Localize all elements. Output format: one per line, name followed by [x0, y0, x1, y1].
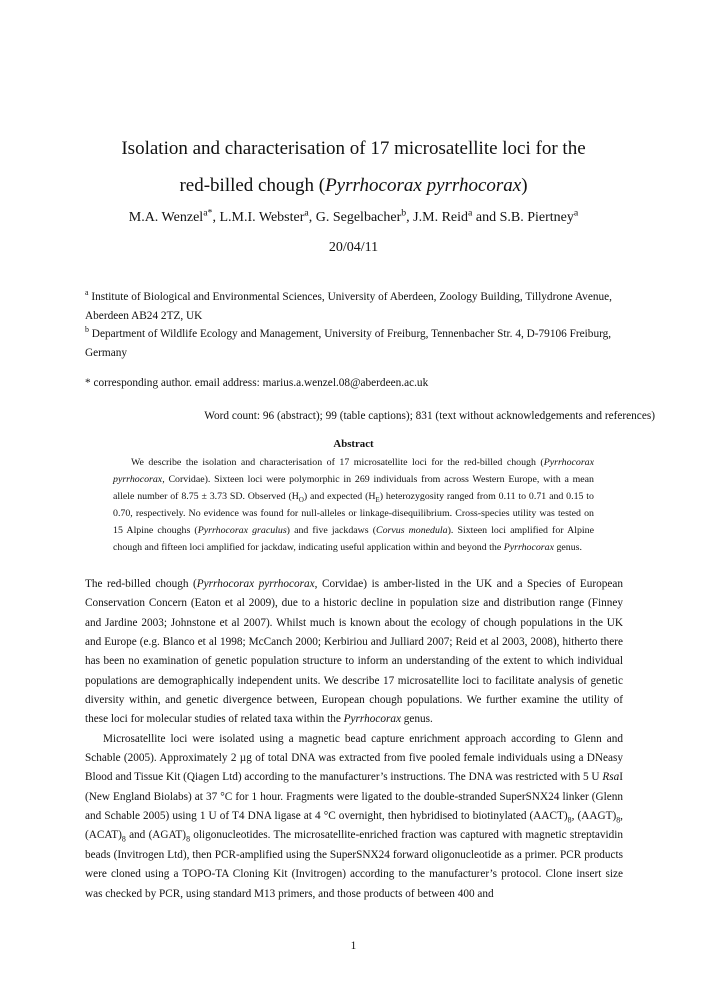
- corresponding-author: * corresponding author. email address: marius.a.wenzel.08@aberdeen.ac.uk: [85, 377, 429, 389]
- author-list: [40, 208, 667, 228]
- author: L.M.I. Webster$^a$,: [219, 207, 316, 225]
- abstract-heading: Abstract: [333, 438, 374, 450]
- abstract-text: We describe the isolation and characterisation of 17 microsatellite loci for the red-billed chough (Pyrrhocorax pyrrhocorax, Corvidae). Sixteen loci were polymorphic in 269 individuals from across Western Europe, with a mean allele number of 8.75 ± 3.73 SD. Observed $(H_O)$ and expected $(H_E)$ heterozygosity ranged from 0.11 to 0.71 and 0.15 to 0.70, respectively. No evidence was found for null-alleles or linkage-disequilibrium. Cross-species utility was tested on 15 Alpine choughs (Pyrrhocorax graculus) and five jackdaws (Corvus monedula). Sixteen loci amplified for Alpine chough and fifteen loci amplified for jackdaw, indicating useful application within and beyond the Pyrrhocorax genus.: [113, 457, 594, 553]
- page-number: 1: [350, 940, 357, 952]
- author: J.M. Reid$^a$ and: [413, 207, 500, 225]
- paper-date: 20/04/11: [328, 240, 379, 255]
- affiliations: [85, 288, 625, 362]
- author: M.A. Wenzel$^{a*}$,: [128, 207, 220, 225]
- word-count: Word count: 96 (abstract); 99 (table captions); 831 (text without acknowledgements and references): [204, 410, 655, 422]
- paragraph-2: Microsatellite loci were isolated using a magnetic bead capture enrichment approach according to Glenn and Schable (2005). Approximately 2 µg of total DNA was extracted from five pooled female individuals using a DNeasy Blood and Tissue Kit (Qiagen Ltd) according to the manufacturer’s instructions. The DNA was restricted with 5 U RsaI (New England Biolabs) at 37 °C for 1 hour. Fragments were ligated to the double-stranded SuperSNX24 linker (Glenn and Schable 2005) using 1 U of T4 DNA ligase at 4 °C overnight, then hybridised to biotinylated $(AACT)_8$, $(AAGT)_8$, $(ACAT)_8$ and $(AGAT)_8$ oligonucleotides. The microsatellite-enriched fraction was captured with magnetic streptavidin beads (Invitrogen Ltd), then PCR-amplified using the SuperSNX24 forward oligonucleotide as a primer. PCR products were cloned using a TOPO-TA Cloning Kit (Invitrogen) according to the manufacturer’s protocol. Clone insert size was checked by PCR, using standard M13 primers, and those products of between 400 and: [85, 732, 623, 900]
- main-text: [85, 575, 623, 904]
- title-line-2: red-billed chough (Pyrrhocorax pyrrhocorax): [179, 175, 528, 196]
- author: S.B. Piertney$^a$: [499, 207, 579, 225]
- author: G. Segelbacher$^b$,: [315, 207, 414, 225]
- paragraph-1: The red-billed chough (Pyrrhocorax pyrrhocorax, Corvidae) is amber-listed in the UK and a Species of European Conservation Concern (Eaton et al 2009), due to a historic decline in population size and distribution range (Finney and Jardine 2003; Johnstone et al 2007). Whilst much is known about the ecology of chough populations in the UK and Europe (e.g. Blanco et al 1998; McCanch 2000; Kerbiriou and Julliard 2007; Reid et al 2003, 2008), hitherto there has been no examination of genetic population structure to inform an understanding of the extent to which individual populations are demographically independent units. We describe 17 microsatellite loci to facilitate analysis of genetic diversity within, and genetic divergence between, European chough populations. We further examine the utility of these loci for molecular studies of related taxa within the Pyrrhocorax genus.: [85, 578, 623, 726]
- paper-title: [60, 130, 647, 204]
- title-line-1: Isolation and characterisation of 17 microsatellite loci for the: [121, 138, 586, 159]
- affiliation-a: $^a$ Institute of Biological and Environmental Sciences, University of Aberdeen, Zoology Building, Tillydrone Avenue, Aberdeen AB24 2TZ, UK: [85, 288, 612, 322]
- affiliation-b: $^b$ Department of Wildlife Ecology and Management, University of Freiburg, Tennenbacher Str. 4, D-79106 Freiburg, Germany: [85, 325, 612, 359]
